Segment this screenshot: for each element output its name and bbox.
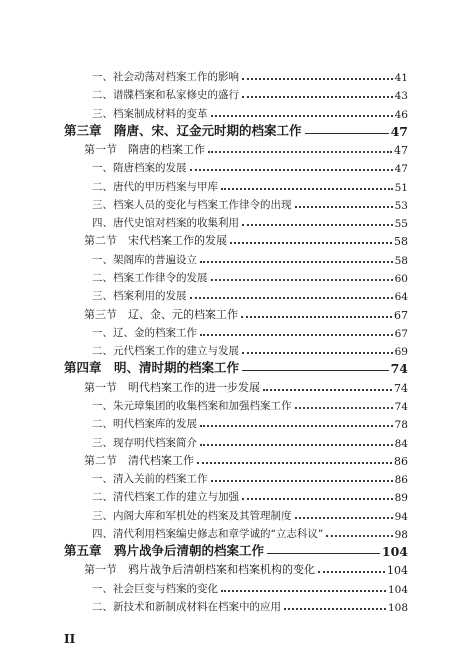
dot-leader xyxy=(197,462,392,464)
dot-leader xyxy=(242,370,389,371)
toc-entry-page: 74 xyxy=(394,381,408,395)
toc-entry-title: 第一节 鸦片战争后清朝档案和档案机构的变化 xyxy=(84,563,315,577)
toc-entry-section xyxy=(0,375,450,395)
toc-entry-page: 58 xyxy=(394,254,408,267)
toc-entry-page: 47 xyxy=(394,144,408,158)
toc-entry-page: 43 xyxy=(394,90,408,103)
toc-entry-page: 86 xyxy=(394,474,408,487)
toc-entry-page: 53 xyxy=(394,199,408,212)
dot-leader xyxy=(242,78,393,80)
toc-entry-page: 84 xyxy=(394,437,408,450)
page-number: II xyxy=(64,632,76,646)
toc-entry-title: 二、明代档案库的发展 xyxy=(92,418,197,431)
toc-entry-section xyxy=(0,302,450,322)
toc-entry-page: 46 xyxy=(394,108,408,121)
toc-entry-item xyxy=(0,411,450,431)
toc-entry-page: 51 xyxy=(394,181,408,194)
toc-entry-item xyxy=(0,576,450,596)
dot-leader xyxy=(295,206,393,208)
toc-entry-item xyxy=(0,484,450,504)
dot-leader xyxy=(295,407,393,409)
toc-entry-item xyxy=(0,503,450,523)
dot-leader xyxy=(267,553,380,554)
toc-entry-item xyxy=(0,338,450,358)
toc-entry-item xyxy=(0,247,450,267)
toc-entry-page: 55 xyxy=(394,218,408,231)
toc-entry-title: 第二节 宋代档案工作的发展 xyxy=(84,234,227,248)
toc-entry-item xyxy=(0,101,450,121)
dot-leader xyxy=(242,352,393,354)
toc-entry-page: 64 xyxy=(394,291,408,304)
toc-entry-section xyxy=(0,448,450,468)
toc-entry-page: 74 xyxy=(390,361,408,377)
toc-entry-title: 三、档案人员的变化与档案工作律令的出现 xyxy=(92,198,292,211)
dot-leader xyxy=(208,151,392,153)
dot-leader xyxy=(263,389,392,391)
dot-leader xyxy=(318,571,385,573)
toc-entry-title: 三、内阁大库和军机处的档案及其管理制度 xyxy=(92,509,292,522)
toc-entry-item xyxy=(0,283,450,303)
toc-entry-section xyxy=(0,228,450,248)
toc-entry-item xyxy=(0,265,450,285)
toc-entry-chapter xyxy=(0,539,450,559)
toc-entry-page: 86 xyxy=(394,454,408,468)
toc-entry-title: 四、清代利用档案编史修志和章学诚的“立志科议” xyxy=(92,527,324,540)
dot-leader xyxy=(211,115,393,117)
toc-entry-title: 第三章 隋唐、宋、辽金元时期的档案工作 xyxy=(64,122,302,138)
toc-entry-title: 一、架阁库的普遍设立 xyxy=(92,253,197,266)
toc-entry-item xyxy=(0,174,450,194)
toc-entry-chapter xyxy=(0,356,450,376)
toc-entry-page: 74 xyxy=(394,400,408,413)
toc-entry-item xyxy=(0,192,450,212)
toc-entry-page: 67 xyxy=(394,327,408,340)
toc-entry-title: 三、档案利用的发展 xyxy=(92,290,187,303)
toc-entry-page: 94 xyxy=(394,510,408,523)
dot-leader xyxy=(230,242,392,244)
toc-entry-title: 二、谱牒档案和私家修史的盛行 xyxy=(92,89,239,102)
dot-leader xyxy=(326,535,392,537)
toc-entry-title: 第四章 明、清时期的档案工作 xyxy=(64,360,240,376)
toc-entry-item xyxy=(0,82,450,102)
toc-entry-title: 第三节 辽、金、元的档案工作 xyxy=(84,307,238,321)
dot-leader xyxy=(284,608,386,610)
dot-leader xyxy=(200,444,393,446)
toc-entry-page: 41 xyxy=(394,72,408,84)
toc-entry-page: 47 xyxy=(394,163,408,176)
toc-entry-page: 78 xyxy=(394,419,408,432)
toc-entry-item xyxy=(0,430,450,450)
dot-leader xyxy=(200,334,393,336)
dot-leader xyxy=(295,517,393,519)
toc-entry-title: 一、清入关前的档案工作 xyxy=(92,473,208,486)
toc-entry-title: 第五章 鸦片战争后清朝的档案工作 xyxy=(64,543,265,559)
toc-entry-page: 104 xyxy=(387,583,408,596)
dot-leader xyxy=(221,590,386,592)
toc-entry-title: 一、辽、金的档案工作 xyxy=(92,326,197,339)
toc-entry-section xyxy=(0,557,450,577)
toc-entry-item xyxy=(0,320,450,340)
toc-entry-title: 二、档案工作律令的发展 xyxy=(92,272,208,285)
dot-leader xyxy=(200,261,393,263)
dot-leader xyxy=(190,169,393,171)
toc-entry-item xyxy=(0,521,450,541)
toc-entry-chapter xyxy=(0,119,450,139)
toc-entry-item xyxy=(0,466,450,486)
toc-entry-page: 104 xyxy=(381,544,408,560)
toc-entry-item xyxy=(0,64,450,84)
toc-entry-title: 第二节 清代档案工作 xyxy=(84,453,194,467)
toc-entry-title: 四、唐代史馆对档案的收集利用 xyxy=(92,217,239,230)
toc-entry-page: 98 xyxy=(394,528,408,541)
dot-leader xyxy=(211,279,393,281)
toc-entry-title: 一、社会动荡对档案工作的影响 xyxy=(92,71,239,83)
dot-leader xyxy=(221,188,393,190)
toc-entry-title: 二、新技术和新制成材料在档案中的应用 xyxy=(92,601,281,613)
toc-entry-page: 47 xyxy=(390,123,408,139)
toc-entry-page: 67 xyxy=(394,308,408,322)
toc-entry-title: 第一节 明代档案工作的进一步发展 xyxy=(84,380,260,394)
toc-entry-title: 第一节 隋唐的档案工作 xyxy=(84,143,205,157)
toc-entry-page: 58 xyxy=(394,235,408,249)
toc-entry-item xyxy=(0,155,450,175)
toc-entry-title: 二、元代档案工作的建立与发展 xyxy=(92,345,239,358)
dot-leader xyxy=(211,480,393,482)
toc-entry-title: 三、现存明代档案简介 xyxy=(92,436,197,449)
dot-leader xyxy=(242,498,393,500)
toc-entry-item xyxy=(0,594,450,614)
toc-entry-page: 89 xyxy=(394,492,408,505)
toc-entry-title: 一、朱元璋集团的收集档案和加强档案工作 xyxy=(92,399,292,412)
toc-entry-page: 104 xyxy=(387,564,408,578)
dot-leader xyxy=(242,96,393,98)
toc-entry-page: 69 xyxy=(394,346,408,359)
toc-entry-item xyxy=(0,393,450,413)
dot-leader xyxy=(305,133,389,134)
toc-entry-title: 三、档案制成材料的变革 xyxy=(92,107,208,120)
toc-entry-section xyxy=(0,137,450,157)
dot-leader xyxy=(242,224,393,226)
toc-entry-title: 一、隋唐档案的发展 xyxy=(92,162,187,175)
toc-entry-page: 60 xyxy=(394,273,408,286)
toc-entry-page: 108 xyxy=(387,602,408,614)
dot-leader xyxy=(200,425,393,427)
toc-entry-title: 二、清代档案工作的建立与加强 xyxy=(92,491,239,504)
dot-leader xyxy=(190,297,393,299)
dot-leader xyxy=(241,316,392,318)
toc-entry-title: 一、社会巨变与档案的变化 xyxy=(92,582,218,595)
toc-entry-title: 二、唐代的甲历档案与甲库 xyxy=(92,180,218,193)
toc-entry-item xyxy=(0,210,450,230)
